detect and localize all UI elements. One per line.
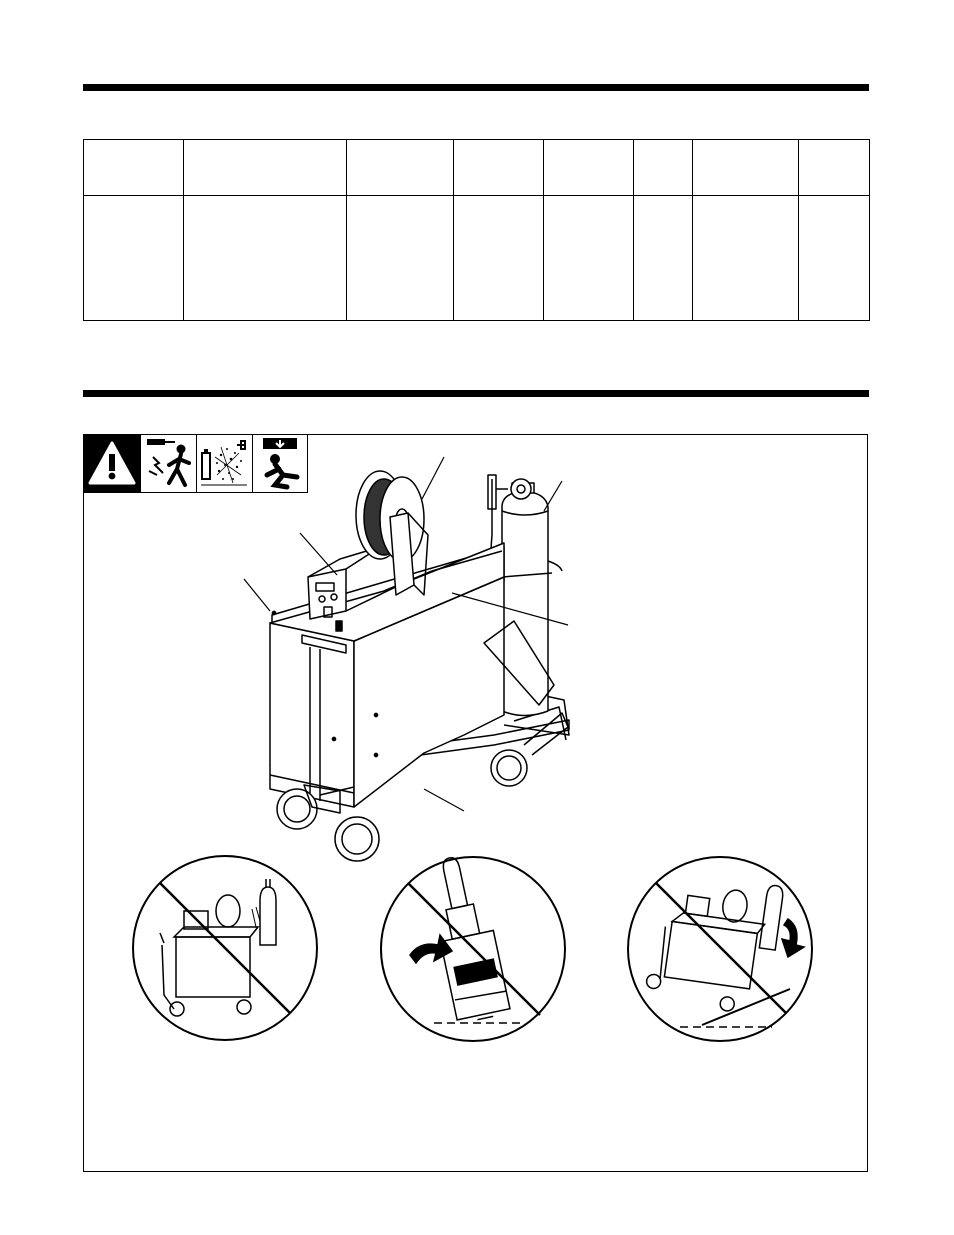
- table-cell: [544, 196, 634, 321]
- section-rule: [83, 390, 869, 397]
- table-cell: [454, 196, 544, 321]
- table-cell: [693, 140, 799, 196]
- table-cell: [544, 140, 634, 196]
- table-cell: [84, 196, 184, 321]
- tip-forward-icon: [381, 852, 565, 1041]
- table-cell: [84, 140, 184, 196]
- falling-equipment-icon: [253, 435, 308, 492]
- no-side-cylinder-icon: [133, 856, 317, 1040]
- table-cell: [184, 196, 347, 321]
- table-row: [84, 196, 870, 321]
- table-cell: [799, 140, 870, 196]
- welding-cart-illustration: [84, 435, 869, 1173]
- fire-sparks-icon: [197, 435, 253, 492]
- equipment-figure: [83, 434, 868, 1172]
- electric-shock-icon: [141, 435, 197, 492]
- tip-backward-icon: [628, 857, 812, 1041]
- spec-table: [83, 139, 870, 321]
- table-cell: [799, 196, 870, 321]
- top-rule: [83, 84, 869, 91]
- table-cell: [693, 196, 799, 321]
- table-cell: [634, 140, 693, 196]
- table-cell: [184, 140, 347, 196]
- warning-triangle-icon: [84, 435, 141, 492]
- table-cell: [634, 196, 693, 321]
- table-cell: [454, 140, 544, 196]
- table-cell: [347, 140, 454, 196]
- table-cell: [347, 196, 454, 321]
- table-header-row: [84, 140, 870, 196]
- safety-symbol-strip: [84, 435, 308, 493]
